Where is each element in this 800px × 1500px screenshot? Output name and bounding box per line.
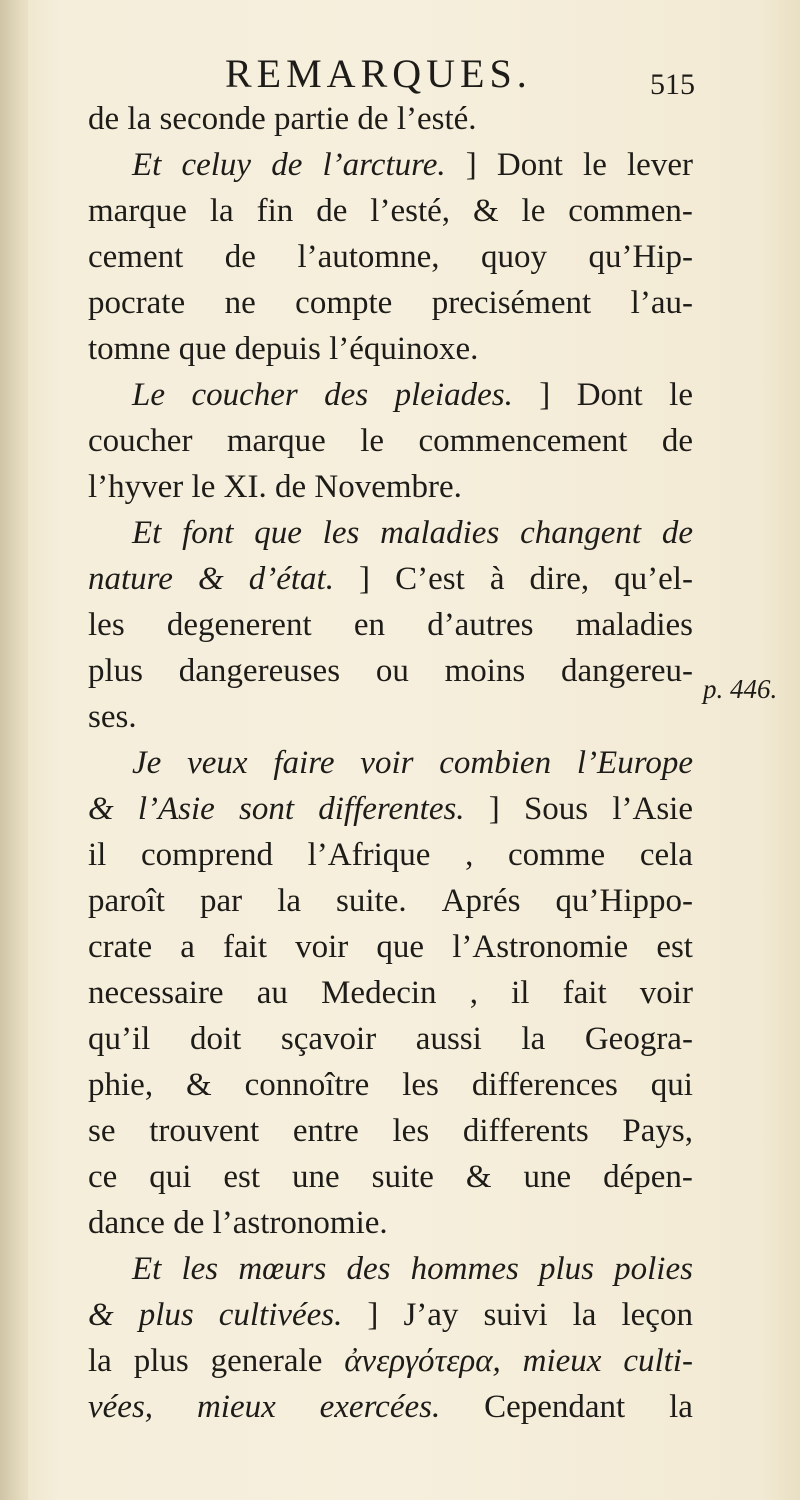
word: Novembre. bbox=[314, 469, 471, 505]
word: la bbox=[127, 101, 160, 137]
word: des bbox=[324, 377, 369, 413]
word: le bbox=[191, 469, 224, 505]
word: le bbox=[583, 147, 607, 183]
word: ἀνεργότερα, bbox=[344, 1343, 501, 1379]
word: que bbox=[178, 331, 235, 367]
text-line bbox=[88, 694, 693, 740]
word: & bbox=[472, 193, 499, 229]
word: l’automne, bbox=[297, 239, 440, 275]
text-line bbox=[88, 1338, 693, 1384]
running-head: REMARQUES. bbox=[225, 51, 532, 96]
word: commencement bbox=[418, 423, 628, 459]
text-line bbox=[88, 924, 693, 970]
word: la bbox=[521, 1021, 546, 1057]
word: dire, bbox=[529, 561, 590, 597]
word: une bbox=[523, 1159, 572, 1195]
word: Medecin bbox=[321, 975, 437, 1011]
word: la bbox=[669, 1389, 693, 1425]
word: dance bbox=[88, 1205, 174, 1241]
word: mœurs bbox=[238, 1251, 327, 1287]
word: que bbox=[254, 515, 302, 551]
word: la bbox=[277, 883, 302, 919]
word: il bbox=[88, 837, 107, 873]
word: le bbox=[360, 423, 385, 459]
text-line bbox=[88, 556, 693, 602]
word: sçavoir bbox=[280, 1021, 377, 1057]
text-line bbox=[88, 602, 693, 648]
word: commen- bbox=[568, 193, 693, 229]
word: qui bbox=[650, 1067, 693, 1103]
word: de bbox=[661, 423, 693, 459]
text-line bbox=[88, 418, 693, 464]
text-line bbox=[88, 970, 693, 1016]
word: qu’el- bbox=[614, 561, 693, 597]
word: precisément bbox=[431, 285, 592, 321]
word: C’est bbox=[395, 561, 465, 597]
word: plus bbox=[538, 1251, 594, 1287]
word: dangereu- bbox=[561, 653, 693, 689]
word: voir bbox=[295, 929, 349, 965]
text-line bbox=[88, 1200, 693, 1246]
word: voir bbox=[360, 745, 414, 781]
word: cement bbox=[88, 239, 184, 275]
text-line bbox=[88, 832, 693, 878]
word: depuis bbox=[234, 331, 330, 367]
word: les bbox=[402, 1067, 439, 1103]
word: Aprés bbox=[441, 883, 521, 919]
word: doit bbox=[189, 1021, 242, 1057]
word: voir bbox=[639, 975, 693, 1011]
body-text bbox=[88, 96, 693, 1430]
word: polies bbox=[614, 1251, 693, 1287]
word: la bbox=[209, 193, 234, 229]
word: & bbox=[88, 1297, 114, 1333]
word: Geogra- bbox=[584, 1021, 693, 1057]
word: XI. bbox=[223, 469, 275, 505]
word: une bbox=[292, 1159, 340, 1195]
word: Et bbox=[132, 147, 162, 183]
word: les bbox=[181, 1251, 219, 1287]
word: en bbox=[353, 607, 385, 643]
text-line bbox=[88, 1016, 693, 1062]
word: hommes bbox=[410, 1251, 519, 1287]
word: coucher bbox=[191, 377, 298, 413]
text-line bbox=[88, 1292, 693, 1338]
word: de bbox=[271, 147, 303, 183]
text-line bbox=[88, 234, 693, 280]
word: partie bbox=[274, 101, 358, 137]
word: necessaire bbox=[88, 975, 224, 1011]
word: d’état. bbox=[248, 561, 334, 597]
text-line bbox=[88, 1384, 693, 1430]
text-line bbox=[88, 326, 693, 372]
word: qui bbox=[149, 1159, 192, 1195]
word: d’autres bbox=[427, 607, 534, 643]
text-line bbox=[88, 188, 693, 234]
word: est bbox=[656, 929, 693, 965]
word: compte bbox=[295, 285, 393, 321]
word: changent bbox=[520, 515, 642, 551]
word: suite bbox=[371, 1159, 434, 1195]
word: differences bbox=[471, 1067, 618, 1103]
word: les bbox=[392, 1113, 430, 1149]
word: phie, bbox=[88, 1067, 154, 1103]
word: Sous bbox=[523, 791, 589, 827]
word: mieux bbox=[522, 1343, 602, 1379]
word: & bbox=[198, 561, 224, 597]
word: pleiades. bbox=[394, 377, 513, 413]
word: de bbox=[88, 101, 128, 137]
word: entre bbox=[292, 1113, 359, 1149]
word: l’Asie bbox=[137, 791, 215, 827]
word: de bbox=[274, 469, 315, 505]
word: marque bbox=[226, 423, 326, 459]
text-line bbox=[88, 1108, 693, 1154]
word: la bbox=[572, 1297, 597, 1333]
word: a bbox=[180, 929, 195, 965]
word: Et bbox=[132, 515, 162, 551]
word: Je bbox=[132, 745, 162, 781]
word: qu’il bbox=[88, 1021, 151, 1057]
word: , bbox=[469, 975, 478, 1011]
text-line bbox=[88, 740, 693, 786]
word: se bbox=[88, 1113, 116, 1149]
word: seconde bbox=[159, 101, 275, 137]
word: faire bbox=[273, 745, 335, 781]
word: l’astronomie. bbox=[212, 1205, 396, 1241]
word: degenerent bbox=[166, 607, 312, 643]
text-line bbox=[88, 1062, 693, 1108]
word: cultivées. bbox=[218, 1297, 343, 1333]
word: & bbox=[88, 791, 114, 827]
word: Le bbox=[132, 377, 165, 413]
word: exercées. bbox=[319, 1389, 441, 1425]
word: plus bbox=[138, 1297, 194, 1333]
word: comme bbox=[508, 837, 606, 873]
word: moins bbox=[444, 653, 526, 689]
text-line bbox=[88, 96, 693, 142]
word: de bbox=[357, 101, 397, 137]
word: l’hyver bbox=[88, 469, 192, 505]
word: ] bbox=[539, 377, 551, 413]
word: plus bbox=[133, 1343, 189, 1379]
word: que bbox=[376, 929, 425, 965]
margin-reference: p. 446. bbox=[703, 674, 778, 704]
text-line bbox=[88, 648, 693, 694]
word: J’ay bbox=[403, 1297, 459, 1333]
word: ] bbox=[367, 1297, 379, 1333]
word: differents bbox=[462, 1113, 589, 1149]
word: de bbox=[173, 1205, 213, 1241]
word: veux bbox=[187, 745, 248, 781]
text-line bbox=[88, 280, 693, 326]
word: les bbox=[322, 515, 360, 551]
text-line bbox=[88, 786, 693, 832]
text-line bbox=[88, 372, 693, 418]
word: la bbox=[88, 1343, 112, 1379]
word: l’équinoxe. bbox=[329, 331, 487, 367]
word: Dont bbox=[496, 147, 563, 183]
word: differentes. bbox=[318, 791, 465, 827]
word: , bbox=[465, 837, 474, 873]
word: dépen- bbox=[603, 1159, 693, 1195]
word: ] bbox=[465, 147, 477, 183]
word: des bbox=[346, 1251, 391, 1287]
word: il bbox=[511, 975, 530, 1011]
word: ou bbox=[375, 653, 409, 689]
word: de bbox=[224, 239, 256, 275]
word: qu’Hippo- bbox=[555, 883, 693, 919]
word: l’Europe bbox=[576, 745, 693, 781]
word: l’Afrique bbox=[307, 837, 431, 873]
word: ses. bbox=[88, 699, 145, 735]
word: aussi bbox=[415, 1021, 482, 1057]
word: ne bbox=[224, 285, 256, 321]
word: Et bbox=[132, 1251, 162, 1287]
word: l’Astronomie bbox=[452, 929, 629, 965]
word: l’esté, bbox=[370, 193, 451, 229]
word: quoy bbox=[480, 239, 547, 275]
word: les bbox=[88, 607, 125, 643]
text-line bbox=[88, 510, 693, 556]
text-line bbox=[88, 1246, 693, 1292]
word: & bbox=[186, 1067, 212, 1103]
word: culti- bbox=[623, 1343, 693, 1379]
word: ] bbox=[359, 561, 371, 597]
text-line bbox=[88, 142, 693, 188]
word: generale bbox=[210, 1343, 323, 1379]
word: trouvent bbox=[149, 1113, 260, 1149]
text-line bbox=[88, 464, 693, 510]
word: Cependant bbox=[484, 1389, 626, 1425]
text-line bbox=[88, 878, 693, 924]
text-line bbox=[88, 1154, 693, 1200]
word: lever bbox=[627, 147, 693, 183]
word: combien bbox=[439, 745, 552, 781]
word: suite. bbox=[336, 883, 407, 919]
word: Pays, bbox=[622, 1113, 693, 1149]
word: au bbox=[256, 975, 288, 1011]
page-header bbox=[0, 50, 800, 100]
word: & bbox=[465, 1159, 492, 1195]
word: connoître bbox=[244, 1067, 370, 1103]
word: l’esté. bbox=[396, 101, 485, 137]
word: fait bbox=[223, 929, 267, 965]
word: tomne bbox=[88, 331, 179, 367]
word: le bbox=[521, 193, 546, 229]
word: l’Asie bbox=[612, 791, 693, 827]
word: pocrate bbox=[88, 285, 186, 321]
word: Dont bbox=[576, 377, 643, 413]
word: par bbox=[200, 883, 243, 919]
word: de bbox=[661, 515, 693, 551]
word: l’au- bbox=[630, 285, 693, 321]
word: leçon bbox=[621, 1297, 693, 1333]
word: cela bbox=[639, 837, 693, 873]
page-gutter bbox=[0, 0, 28, 1500]
word: dangereuses bbox=[178, 653, 341, 689]
word: plus bbox=[88, 653, 144, 689]
word: maladies bbox=[380, 515, 500, 551]
word: font bbox=[182, 515, 234, 551]
word: comprend bbox=[141, 837, 273, 873]
word: ] bbox=[488, 791, 500, 827]
word: suivi bbox=[483, 1297, 548, 1333]
word: à bbox=[489, 561, 505, 597]
word: marque bbox=[88, 193, 187, 229]
word: l’arcture. bbox=[322, 147, 446, 183]
word: est bbox=[223, 1159, 261, 1195]
word: nature bbox=[88, 561, 173, 597]
word: maladies bbox=[575, 607, 693, 643]
word: coucher bbox=[88, 423, 193, 459]
word: le bbox=[669, 377, 693, 413]
word: celuy bbox=[181, 147, 252, 183]
word: sont bbox=[239, 791, 295, 827]
word: ce bbox=[88, 1159, 118, 1195]
word: mieux bbox=[196, 1389, 276, 1425]
word: fait bbox=[562, 975, 607, 1011]
word: de bbox=[316, 193, 348, 229]
word: qu’Hip- bbox=[588, 239, 693, 275]
word: fin bbox=[256, 193, 294, 229]
word: crate bbox=[88, 929, 153, 965]
word: paroît bbox=[88, 883, 165, 919]
word: vées, bbox=[88, 1389, 154, 1425]
page-number: 515 bbox=[650, 68, 695, 101]
